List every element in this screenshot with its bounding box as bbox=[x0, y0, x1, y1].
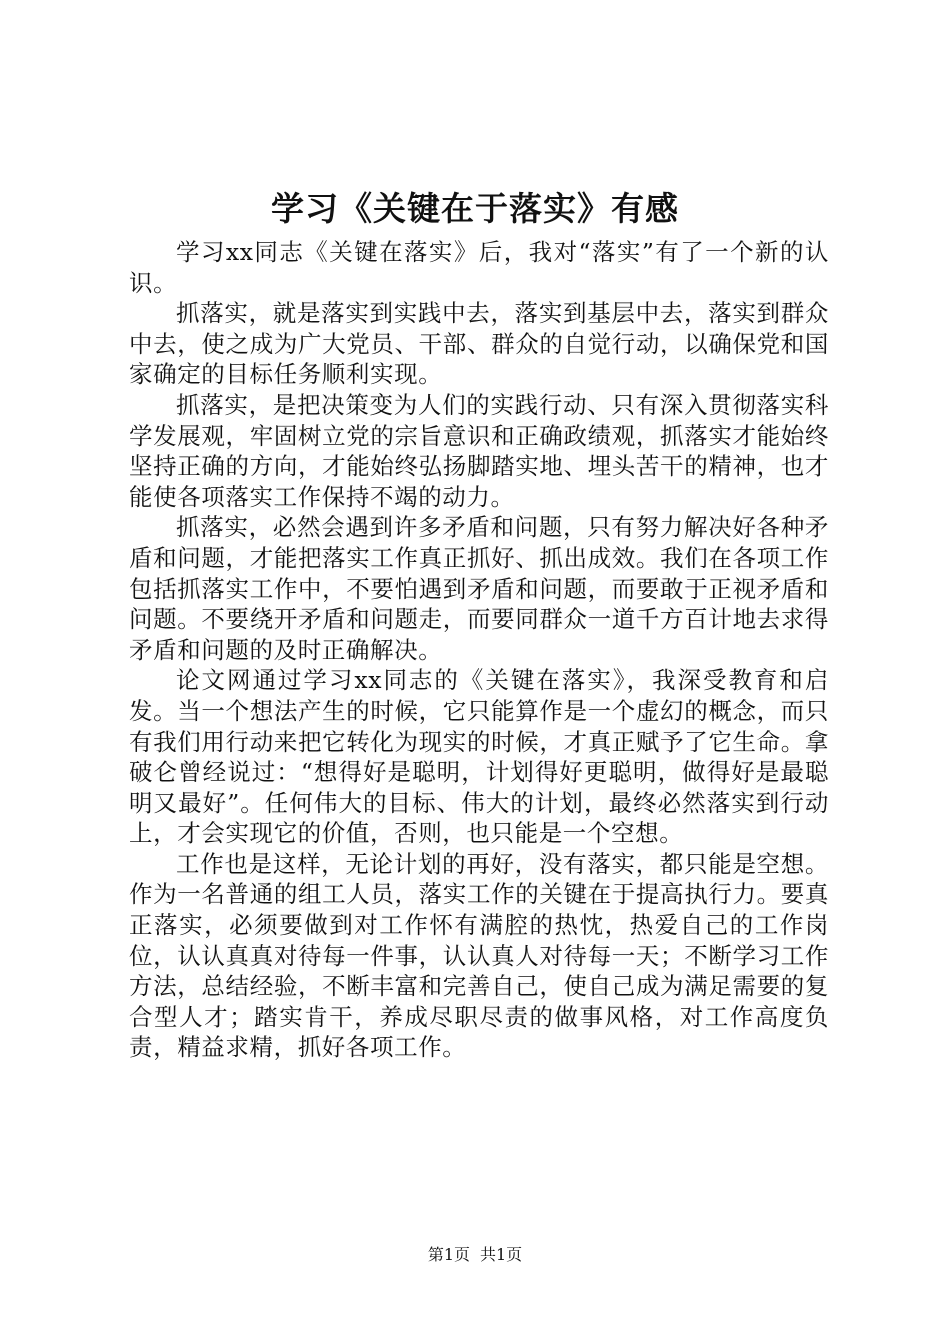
paragraph: 抓落实，是把决策变为人们的实践行动、只有深入贯彻落实科学发展观，牢固树立党的宗旨意识和正确政绩观，抓落实才能始终坚持正确的方向，才能始终弘扬脚踏实地、埋头苦干的精神，也才能使各项落实工作保持不竭的动力。 bbox=[129, 390, 829, 511]
paragraph: 工作也是这样，无论计划的再好，没有落实，都只能是空想。作为一名普通的组工人员，落实工作的关键在于提高执行力。要真正落实，必须要做到对工作怀有满腔的热忱，热爱自己的工作岗位，认认真真对待每一件事，认认真人对待每一天；不断学习工作方法，总结经验，不断丰富和完善自己，使自己成为满足需要的复合型人才；踏实肯干，养成尽职尽责的做事风格，对工作高度负责，精益求精，抓好各项工作。 bbox=[129, 849, 829, 1062]
document-title: 学习《关键在于落实》有感 bbox=[271, 189, 679, 228]
document-body bbox=[129, 237, 829, 1063]
page-footer bbox=[0, 1243, 950, 1267]
page-number-total: 共1页 bbox=[480, 1245, 523, 1264]
paragraph: 学习xx同志《关键在落实》后，我对“落实”有了一个新的认识。 bbox=[129, 238, 829, 297]
paragraph: 抓落实，必然会遇到许多矛盾和问题，只有努力解决好各种矛盾和问题，才能把落实工作真正抓好、抓出成效。我们在各项工作包括抓落实工作中，不要怕遇到矛盾和问题，而要敢于正视矛盾和问题。不要绕开矛盾和问题走，而要同群众一道千方百计地去求得矛盾和问题的及时正确解决。 bbox=[129, 513, 829, 664]
paragraph: 抓落实，就是落实到实践中去，落实到基层中去，落实到群众中去，使之成为广大党员、干部、群众的自觉行动，以确保党和国家确定的目标任务顺利实现。 bbox=[129, 299, 829, 389]
paragraph: 论文网通过学习xx同志的《关键在落实》，我深受教育和启发。当一个想法产生的时候，它只能算作是一个虚幻的概念，而只有我们用行动来把它转化为现实的时候，才真正赋予了它生命。拿破仑曾经说过：“想得好是聪明，计划得好更聪明，做得好是最聪明又最好”。任何伟大的目标、伟大的计划，最终必然落实到行动上，才会实现它的价值，否则，也只能是一个空想。 bbox=[129, 666, 829, 848]
page-number-current: 第1页 bbox=[427, 1245, 470, 1264]
